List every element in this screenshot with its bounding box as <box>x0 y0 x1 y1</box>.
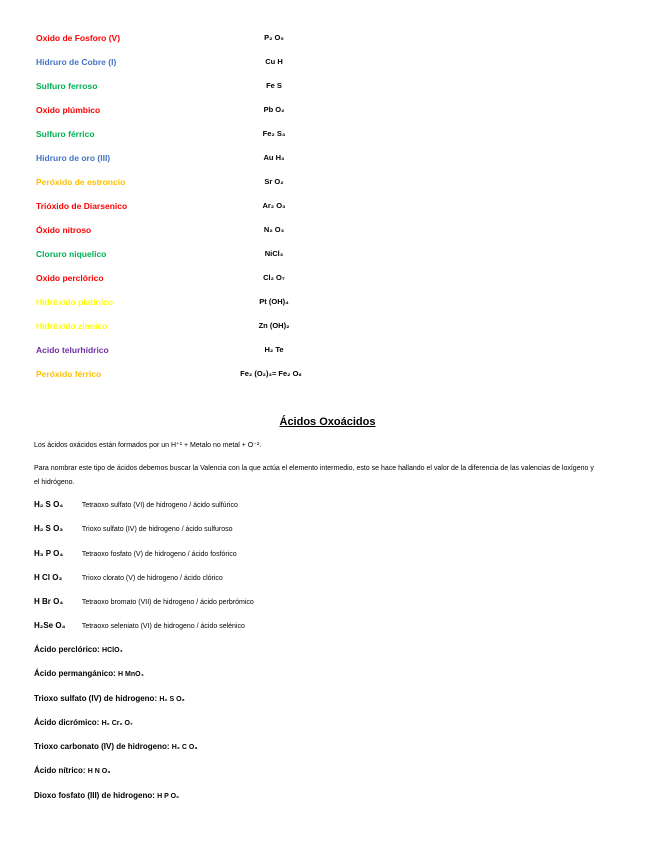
acid-formula: H₂Se O₄ <box>34 621 66 631</box>
compound-formula: Pb O₂ <box>263 105 285 114</box>
named-acid-label: Ácido nítrico: <box>34 766 86 776</box>
compound-row <box>36 81 456 105</box>
compound-name: Hidruro de oro (III) <box>36 153 111 163</box>
compound-name: Hidróxido platínico <box>36 297 113 307</box>
named-acid-label: Ácido permangánico: <box>34 669 116 679</box>
compound-name: Oxido plúmbico <box>36 105 101 115</box>
compound-formula: Fe₂ (O₂)₃= Fe₂ O₆ <box>240 369 302 378</box>
named-acid-label: Dioxo fosfato (III) de hidrogeno: <box>34 790 155 800</box>
section-title: Ácidos Oxoácidos <box>279 416 376 428</box>
compound-row <box>36 369 456 393</box>
acid-formula: H₃ P O₄ <box>34 548 64 558</box>
compound-row <box>36 201 456 225</box>
acid-row <box>34 549 254 573</box>
compound-formula: Fe₂ S₃ <box>262 129 286 138</box>
compound-row <box>36 345 456 369</box>
compound-row <box>36 249 456 273</box>
acid-description: Tetraoxo seleniato (VI) de hidrogeno / ácido selénico <box>81 623 245 631</box>
named-acid-row <box>34 718 198 742</box>
acid-row <box>34 573 254 597</box>
named-acid-label: Trioxo sulfato (IV) de hidrogeno: <box>34 693 158 703</box>
named-acid-formula: HClO₄ <box>102 647 123 654</box>
acid-formula: H₂ S O₃ <box>34 524 64 534</box>
intro-paragraph: Los ácidos oxácidos están formados por un H⁺¹ + Metalo no metal + O⁻². <box>34 442 262 449</box>
compound-formula: Pt (OH)₄ <box>259 297 289 306</box>
compound-row <box>36 225 456 249</box>
compound-formula: Zn (OH)₂ <box>258 321 290 330</box>
named-acid-formula: H P O₂ <box>157 792 180 800</box>
compound-formula: NiCl₃ <box>264 249 284 258</box>
compound-row <box>36 297 456 321</box>
named-acid-list <box>34 645 198 815</box>
compound-row <box>36 57 456 81</box>
acid-description: Trioxo sulfato (IV) de hidrogeno / ácido sulfuroso <box>81 526 233 534</box>
compound-formula: Cl₂ O₇ <box>263 273 285 282</box>
rule-paragraph: Para nombrar este tipo de ácidos debemos buscar la Valencia con la que actúa el elemento intermedio, esto se hace hallando el valor de la diferencia de las valencias de loxígeno y el hidrógeno. <box>34 465 594 486</box>
compound-row <box>36 273 456 297</box>
compound-formula: P₂ O₅ <box>264 33 284 42</box>
compound-name: Peróxido de estroncio <box>36 177 126 187</box>
named-acid-formula: H₂ S O₃ <box>159 695 185 703</box>
compound-name: Hidruro de Cobre (I) <box>36 57 117 67</box>
named-acid-row <box>34 694 198 718</box>
compound-name: Acido telurhídrico <box>36 345 109 355</box>
compound-formula: N₂ O₃ <box>263 225 285 234</box>
acid-list <box>34 500 254 646</box>
named-acid-label: Trioxo carbonato (IV) de hidrogeno: <box>34 742 170 752</box>
named-acid-row <box>34 669 198 693</box>
acid-formula: H₂ S O₄ <box>34 500 64 509</box>
compound-name: Trióxido de Diarsenico <box>36 201 128 211</box>
named-acid-formula: H MnO₄ <box>118 671 144 679</box>
acid-description: Tetraoxo fosfato (V) de hidrogeno / ácido fosfórico <box>81 550 237 558</box>
compound-name: Sulfuro ferroso <box>36 81 98 91</box>
acid-row <box>34 621 254 645</box>
compound-row <box>36 105 456 129</box>
named-acid-row <box>34 645 198 669</box>
named-acid-row <box>34 742 198 766</box>
compound-name: Oxido de Fosforo (V) <box>36 33 121 43</box>
compound-name: Hidróxido zinnico <box>36 321 108 331</box>
compound-row <box>36 153 456 177</box>
compound-name: Sulfuro férrico <box>36 129 95 139</box>
acid-row <box>34 597 254 621</box>
compound-row <box>36 177 456 201</box>
compound-formula: H₂ Te <box>264 345 284 354</box>
named-acid-formula: H N O₃ <box>87 768 111 776</box>
acid-formula: H Cl O₃ <box>34 572 63 582</box>
named-acid-row <box>34 766 198 790</box>
named-acid-label: Ácido dicrómico: <box>34 717 100 727</box>
acid-description: Trioxo clorato (V) de hidrogeno / ácido clórico <box>81 574 223 582</box>
compound-formula: Au H₃ <box>263 153 285 162</box>
compound-formula: Sr O₂ <box>264 177 284 186</box>
named-acid-label: Ácido perclórico: <box>34 645 100 654</box>
compound-name: Oxido perclórico <box>36 273 104 283</box>
compound-formula: Cu H <box>265 57 283 66</box>
acid-description: Tetraoxo sulfato (VI) de hidrogeno / ácido sulfúrico <box>81 502 238 509</box>
compound-row <box>36 321 456 345</box>
compound-list <box>36 33 456 393</box>
named-acid-row <box>34 791 198 815</box>
compound-formula: Ar₂ O₃ <box>262 201 286 210</box>
named-acid-formula: H₂ C O₃ <box>171 744 198 752</box>
acid-formula: H Br O₄ <box>34 597 64 607</box>
compound-row <box>36 129 456 153</box>
named-acid-formula: H₂ Cr₂ O₇ <box>101 719 133 727</box>
compound-name: Cloruro niquelico <box>36 249 107 259</box>
compound-name: Óxido nitroso <box>36 225 92 235</box>
compound-row <box>36 33 456 57</box>
compound-name: Peróxido férrico <box>36 369 102 379</box>
acid-description: Tetraoxo bromato (VII) de hidrogeno / ácido perbrómico <box>81 599 254 607</box>
acid-row <box>34 500 254 524</box>
compound-formula: Fe S <box>266 81 282 90</box>
acid-row <box>34 524 254 548</box>
